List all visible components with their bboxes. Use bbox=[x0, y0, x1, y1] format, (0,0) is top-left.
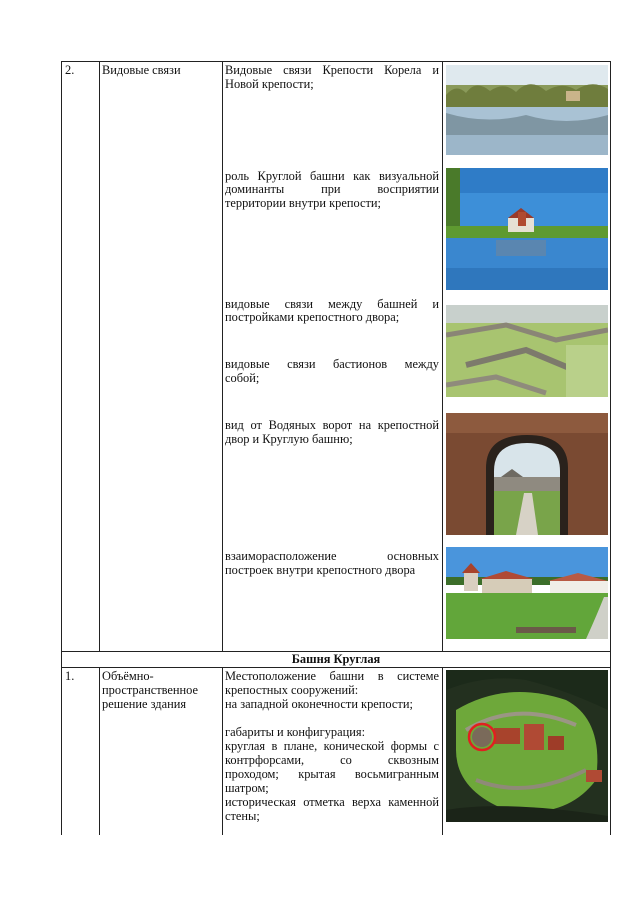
text-line: территории внутри крепости; bbox=[225, 196, 381, 210]
text-line: вид от Водяных ворот на крепостной bbox=[225, 418, 439, 432]
photo-lake-view bbox=[446, 65, 608, 155]
row-title: Видовые связи bbox=[102, 63, 181, 77]
table-border-col2 bbox=[222, 61, 223, 651]
text-line: постройками крепостного двора; bbox=[225, 310, 400, 324]
text-line: собой; bbox=[225, 371, 260, 385]
requirements-table bbox=[61, 61, 611, 835]
text-line: Новой крепости; bbox=[225, 77, 314, 91]
text-line: двор и Круглую башню; bbox=[225, 432, 353, 446]
row-number: 1. bbox=[65, 669, 75, 683]
table-border-col1 bbox=[99, 61, 100, 651]
text-line: на западной оконечности крепости; bbox=[225, 697, 413, 711]
text-line: стены; bbox=[225, 809, 260, 823]
text-line: круглая в плане, конической формы с bbox=[225, 739, 439, 753]
table-border-left bbox=[61, 61, 62, 835]
text-line: контрфорсами, со сквозным bbox=[225, 753, 439, 767]
text-line: видовые связи между башней и bbox=[225, 297, 439, 311]
text-line: построек внутри крепостного двора bbox=[225, 563, 416, 577]
text-line: историческая отметка верха каменной bbox=[225, 795, 439, 809]
text-line: решение здания bbox=[102, 697, 187, 711]
section-header: Башня Круглая bbox=[291, 652, 381, 666]
text-line: Объёмно- bbox=[102, 669, 154, 683]
text-line: пространственное bbox=[102, 683, 199, 697]
text-line: проходом; крытая восьмигранным bbox=[225, 767, 439, 781]
photo-yard-buildings bbox=[446, 547, 608, 639]
text-line: доминанты при восприятии bbox=[225, 182, 439, 196]
table-border-col2b bbox=[222, 668, 223, 835]
row-number: 2. bbox=[65, 63, 75, 77]
text-line: видовые связи бастионов между bbox=[225, 357, 439, 371]
photo-round-tower-sky bbox=[446, 168, 608, 290]
text-line: габариты и конфигурация: bbox=[225, 725, 366, 739]
text-line: Видовые связи Крепости Корела и bbox=[225, 63, 439, 77]
text-line: шатром; bbox=[225, 781, 269, 795]
table-border-col1b bbox=[99, 668, 100, 835]
table-border-col3b bbox=[442, 668, 443, 835]
table-border-top bbox=[61, 61, 611, 62]
photo-aerial-fortress bbox=[446, 670, 608, 822]
section-border-bottom bbox=[61, 667, 611, 668]
text-line: роль Круглой башни как визуальной bbox=[225, 169, 439, 183]
photo-water-gate-arch bbox=[446, 413, 608, 535]
table-border-right bbox=[610, 61, 611, 835]
text-line: Местоположение башни в системе bbox=[225, 669, 439, 683]
table-border-col3 bbox=[442, 61, 443, 651]
text-line: крепостных сооружений: bbox=[225, 683, 359, 697]
text-line: взаиморасположение основных bbox=[225, 549, 439, 563]
photo-fortress-yard bbox=[446, 305, 608, 397]
